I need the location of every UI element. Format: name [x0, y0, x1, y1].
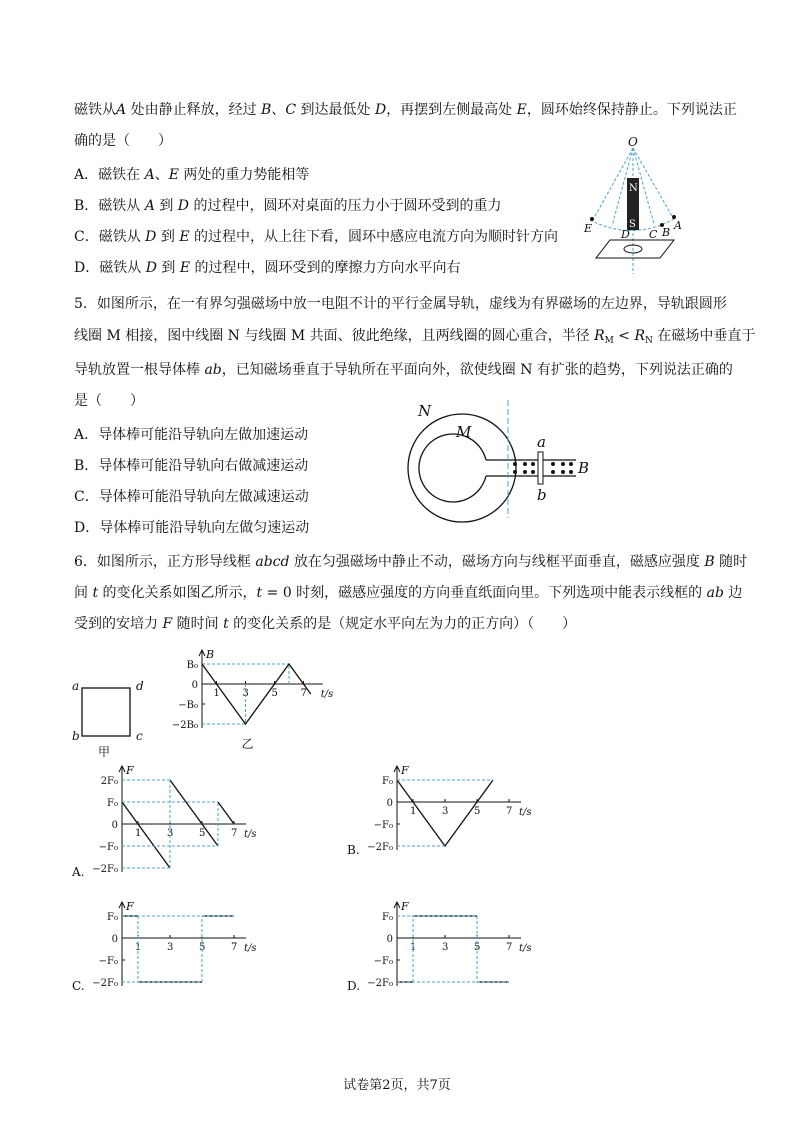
svg-text:c: c	[136, 729, 143, 743]
q6-stem-line1: 6．如图所示，正方形导线框 abcd 放在匀强磁场中静止不动，磁场方向与线框平面垂直，磁感应强度 B 随时	[74, 554, 748, 570]
y-axis-label: F	[401, 764, 409, 777]
x-tick-label: 3	[242, 688, 249, 699]
coil-M	[419, 434, 486, 502]
svg-text:甲: 甲	[98, 745, 111, 759]
label-D: D	[621, 228, 630, 241]
label-B: B	[578, 459, 590, 477]
x-tick-label: 7	[506, 942, 513, 953]
svg-text:b: b	[72, 729, 80, 743]
label-N: N	[418, 402, 432, 420]
q5-stem-line4: 是（ ）	[74, 393, 144, 409]
pendulum-magnet-figure	[574, 134, 694, 280]
svg-text:a: a	[72, 679, 80, 693]
y-tick-label: −F₀	[373, 820, 393, 831]
q4-option-c: C．磁铁从 D 到 E 的过程中，从上往下看，圆环中感应电流方向为顺时针方向	[74, 229, 558, 245]
label-O: O	[628, 135, 638, 149]
q5-option-c: C．导体棒可能沿导轨向左做减速运动	[74, 489, 309, 505]
y-tick-label: −2B₀	[171, 720, 198, 731]
label-b: b	[537, 486, 547, 504]
label-B: B	[662, 226, 671, 239]
b-t-chart	[170, 640, 340, 768]
option-label: C.	[72, 979, 85, 993]
label-C: C	[649, 228, 658, 241]
y-tick-label: 0	[111, 820, 118, 831]
y-tick-label: F₀	[382, 776, 393, 787]
q5-stem-line2: 线圈 M 相接，图中线圈 N 与线圈 M 共面、彼此绝缘，且两线圈的圆心重合，半径 $R_M < R_N$ 在磁场中垂直于	[74, 328, 756, 346]
x-tick-label: 7	[300, 688, 307, 699]
option-b-chart	[345, 764, 555, 888]
label-a: a	[537, 433, 546, 451]
y-axis-label: F	[401, 900, 409, 913]
y-tick-label: −2F₀	[92, 864, 118, 875]
x-tick-label: 1	[410, 806, 417, 817]
x-tick-label: 5	[474, 806, 481, 817]
square-frame-figure	[70, 676, 160, 760]
y-tick-label: −F₀	[98, 956, 118, 967]
q4-option-a: A．磁铁在 A、E 两处的重力势能相等	[74, 167, 310, 183]
x-axis-label: t/s	[244, 943, 257, 954]
y-tick-label: 0	[191, 680, 198, 691]
y-tick-label: −2F₀	[367, 842, 393, 853]
x-tick-label: 7	[231, 942, 238, 953]
y-axis-label: F	[126, 900, 134, 913]
y-axis-label: F	[126, 764, 134, 777]
label-E: E	[584, 222, 593, 235]
y-tick-label: −2F₀	[367, 978, 393, 989]
square-frame	[82, 688, 130, 736]
y-tick-label: 2F₀	[100, 776, 118, 787]
x-tick-label: 5	[474, 942, 481, 953]
y-tick-label: −F₀	[373, 956, 393, 967]
y-tick-label: −B₀	[178, 700, 198, 711]
option-d-chart	[345, 896, 555, 1006]
q6-stem-line2: 间 t 的变化关系如图乙所示，t = 0 时刻，磁感应强度的方向垂直纸面向里。下列选项中能表示线框的 ab 边	[74, 585, 743, 601]
f-curve-segment	[122, 802, 170, 868]
option-c-chart	[70, 896, 280, 1006]
q4-option-b: B．磁铁从 A 到 D 的过程中，圆环对桌面的压力小于圆环受到的重力	[74, 198, 502, 214]
y-tick-label: B₀	[186, 660, 198, 671]
q6-stem-line3: 受到的安培力 F 随时间 t 的变化关系的是（规定水平向左为力的正方向）（ ）	[74, 616, 577, 632]
q4-option-d: D．磁铁从 D 到 E 的过程中，圆环受到的摩擦力方向水平向右	[74, 260, 461, 276]
x-tick-label: 1	[410, 942, 417, 953]
y-tick-label: F₀	[107, 798, 118, 809]
x-axis-label: t/s	[244, 829, 257, 840]
x-tick-label: 1	[213, 688, 220, 699]
x-tick-label: 3	[167, 828, 174, 839]
x-tick-label: 5	[199, 942, 206, 953]
svg-text:d: d	[136, 679, 144, 693]
q5-option-d: D．导体棒可能沿导轨向左做匀速运动	[74, 520, 310, 536]
table-surface	[596, 240, 674, 258]
y-tick-label: 0	[111, 934, 118, 945]
f-curve-segment	[170, 780, 218, 846]
svg-text:S: S	[629, 219, 636, 230]
q4-stem-line2: 确的是（ ）	[74, 133, 172, 149]
x-tick-label: 5	[271, 688, 278, 699]
x-axis-label: t/s	[519, 943, 532, 954]
option-label: A.	[72, 865, 85, 879]
y-tick-label: −2F₀	[92, 978, 118, 989]
label-A: A	[674, 219, 682, 232]
conductor-rod-ab	[538, 452, 543, 484]
x-tick-label: 3	[442, 806, 449, 817]
chart-caption: 乙	[241, 737, 254, 751]
q5-option-b: B．导体棒可能沿导轨向右做减速运动	[74, 458, 309, 474]
q4-stem-line1: 磁铁从A 处由静止释放，经过 B、C 到达最低处 D，再摆到左侧最高处 E，圆环始终保持静止。下列说法正	[74, 102, 737, 118]
x-tick-label: 7	[506, 806, 513, 817]
x-tick-label: 3	[442, 942, 449, 953]
y-tick-label: −F₀	[98, 842, 118, 853]
coil-rail-figure	[400, 400, 600, 520]
x-axis-label: t/s	[519, 807, 532, 818]
q5-stem-line3: 导轨放置一根导体棒 ab，已知磁场垂直于导轨所在平面向外，欲使线圈 N 有扩张的趋势，下列说法正确的	[74, 362, 733, 378]
q5-option-a: A．导体棒可能沿导轨向左做加速运动	[74, 427, 309, 443]
y-tick-label: 0	[386, 934, 393, 945]
q5-stem-line1: 5．如图所示，在一有界匀强磁场中放一电阻不计的平行金属导轨，虚线为有界磁场的左边界，导轨跟圆形	[74, 296, 727, 312]
y-tick-label: F₀	[382, 912, 393, 923]
y-axis-label: B	[206, 648, 215, 661]
page-footer: 试卷第2页，共7页	[343, 1078, 451, 1093]
x-tick-label: 1	[135, 828, 142, 839]
svg-text:N: N	[629, 183, 638, 194]
label-M: M	[456, 423, 472, 441]
y-tick-label: F₀	[107, 912, 118, 923]
x-tick-label: 7	[231, 828, 238, 839]
x-tick-label: 3	[167, 942, 174, 953]
option-label: B.	[347, 843, 360, 857]
x-tick-label: 1	[135, 942, 142, 953]
option-label: D.	[347, 979, 361, 993]
x-axis-label: t/s	[320, 689, 334, 700]
x-tick-label: 5	[199, 828, 206, 839]
y-tick-label: 0	[386, 798, 393, 809]
f-curve-segment	[218, 802, 234, 824]
option-a-chart	[70, 764, 280, 888]
